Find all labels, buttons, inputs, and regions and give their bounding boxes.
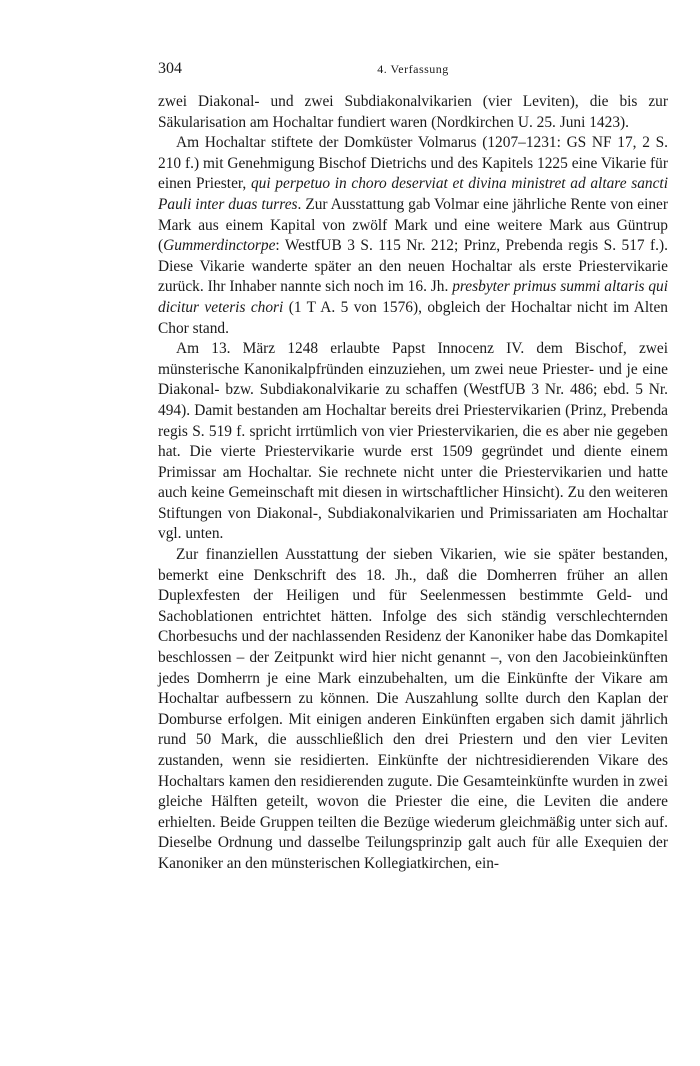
text-run: . Zur Ausstattung gab Volmar eine jährliche Rente von einer Mark aus einem Kapital von zwölf Mark und eine weitere Mark aus Güntrup ( xyxy=(158,195,668,255)
text-run: Zur finanziellen Ausstattung der sieben Vikarien, wie sie später bestanden, bemerkt eine Denkschrift des 18. Jh., daß die Domherren früher an allen Duplexfesten der Heiligen und für Seelenmessen bestimmte Geld- und Sachoblationen entrichtet hätten. Infolge des sich ständig verschlechternden Chorbesuchs und der nachlassenden Residenz der Kanoniker habe das Domkapitel beschlossen – der Zeitpunkt wird hier nicht genannt –, von den Jacobieinkünften jedes Domherrn je eine Mark einzubehalten, um die Einkünfte der Vikare am Hochaltar aufbessern zu können. Die Auszahlung sollte durch den Kaplan der Domburse erfolgen. Mit einigen anderen Einkünften ergaben sich damit jährlich rund 50 Mark, die ausschließlich den drei Priestern und den vier Leviten zustanden, wenn sie residierten. Einkünfte der nichtresidierenden Vikare des Hochaltars kamen den residierenden zugute. Die Gesamteinkünfte wurden in zwei gleiche Hälften geteilt, wovon die Priester die eine, die Leviten die andere erhielten. Beide Gruppen teilten die Bezüge wiederum gleichmäßig unter sich auf. Dieselbe Ordnung und dasselbe Teilungsprinzip galt auch für alle Exequien der Kanoniker an den münsterischen Kollegiatkirchen, ein- xyxy=(158,546,668,872)
paragraph xyxy=(158,545,668,875)
text-run: Am 13. März 1248 erlaubte Papst Innocenz IV. dem Bischof, zwei münsterische Kanonikalpfründen einzuziehen, um zwei neue Priester- und je eine Diakonal- bzw. Subdiakonalvikarie zu schaffen (WestfUB 3 Nr. 486; ebd. 5 Nr. 494). Damit bestanden am Hochaltar bereits drei Priestervikarien (Prinz, Prebenda regis S. 519 f. spricht irrtümlich von vier Priestervikarien, die es aber nie gegeben hat. Die vierte Priestervikarie wurde erst 1509 gegründet und diente einem Primissar am Hochaltar. Sie rechnete nicht unter die Priestervikarien und hatte auch keine Gemeinschaft mit diesen in wirtschaftlicher Hinsicht). Zu den weiteren Stiftungen von Diakonal-, Subdiakonalvikarien und Primissariaten am Hochaltar vgl. unten. xyxy=(158,340,668,543)
body-text xyxy=(158,92,668,875)
text-run: : WestfUB 3 S. 115 Nr. 212; Prinz, Prebenda regis S. 517 f.). Diese Vikarie wanderte später an den neuen Hochaltar als erste Priestervikarie zurück. Ihr Inhaber nannte sich noch im 16. Jh. xyxy=(158,237,668,296)
page-header xyxy=(158,60,668,84)
latin-quote: presbyter primus summi altaris qui dicitur veteris chori xyxy=(158,278,669,316)
paragraph xyxy=(158,339,668,545)
text-run: Am Hochaltar stiftete der Domküster Volmarus (1207–1231: GS NF 17, 2 S. 210 f.) mit Genehmigung Bischof Dietrichs und des Kapitels 1225 eine Vikarie für einen Priester, xyxy=(158,134,668,193)
running-head: 4. Verfassung xyxy=(377,62,449,76)
text-run: (1 T A. 5 von 1576), obgleich der Hochaltar nicht im Alten Chor stand. xyxy=(158,298,668,337)
paragraph xyxy=(158,92,668,133)
page-number: 304 xyxy=(158,60,182,77)
text-run: zwei Diakonal- und zwei Subdiakonalvikarien (vier Leviten), die bis zur Säkularisation am Hochaltar fundiert waren (Nordkirchen U. 25. Juni 1423). xyxy=(158,93,668,131)
latin-quote: Gummerdinctorpe xyxy=(163,237,276,255)
paragraph xyxy=(158,133,668,339)
latin-quote: qui perpetuo in choro deserviat et divina ministret ad altare sancti Pauli inter duas turres xyxy=(158,175,668,213)
